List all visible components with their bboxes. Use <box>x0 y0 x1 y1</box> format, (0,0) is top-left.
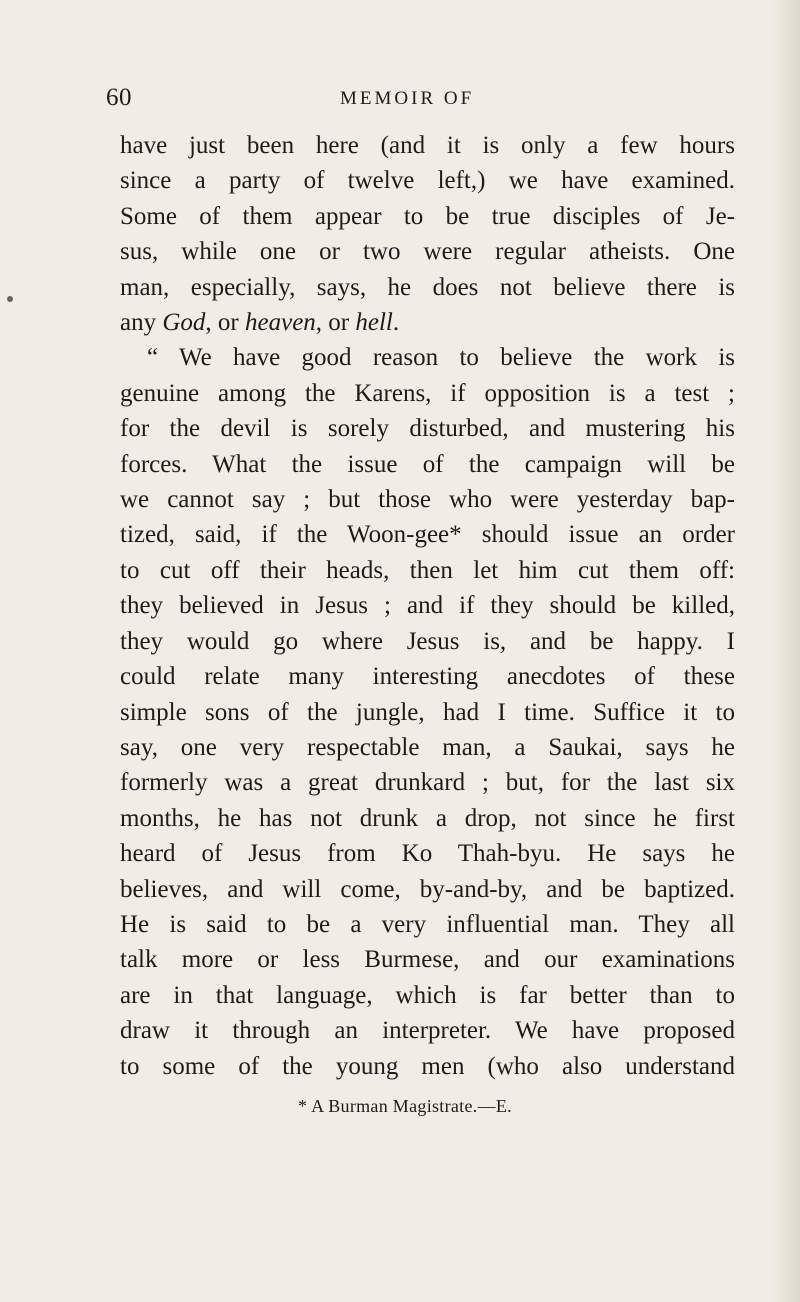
text-line: could relate many interesting anecdotes of these <box>120 663 735 691</box>
text-fragment: . <box>392 309 400 337</box>
text-line: formerly was a great drunkard ; but, for the last six <box>120 769 735 797</box>
text-line-paragraph-start: “ We have good reason to believe the work is <box>147 344 735 372</box>
text-fragment: , or <box>315 309 356 337</box>
body-text <box>120 128 735 1084</box>
text-fragment: any <box>120 309 163 337</box>
text-line: talk more or less Burmese, and our examinations <box>120 946 735 974</box>
running-head: MEMOIR OF <box>340 88 475 109</box>
text-line: draw it through an interpreter. We have proposed <box>120 1017 735 1045</box>
text-line: He is said to be a very influential man. They all <box>120 910 735 938</box>
text-line-italic-terms <box>120 305 735 340</box>
text-line: since a party of twelve left,) we have examined. <box>120 167 735 195</box>
footnote: * A Burman Magistrate.—E. <box>298 1096 512 1116</box>
italic-term-hell: hell <box>355 309 393 337</box>
text-line: to some of the young men (who also understand <box>120 1052 735 1080</box>
page-number: 60 <box>106 84 132 111</box>
italic-term-god: God <box>162 309 206 337</box>
text-line: tized, said, if the Woon-gee* should issue an order <box>120 521 735 549</box>
page-header <box>0 84 800 118</box>
text-fragment: , or <box>205 309 245 337</box>
text-line: to cut off their heads, then let him cut them off: <box>120 556 735 584</box>
text-line: Some of them appear to be true disciples of Je- <box>120 202 735 230</box>
text-line: man, especially, says, he does not believe there is <box>120 273 735 301</box>
text-line: simple sons of the jungle, had I time. Suffice it to <box>120 698 735 726</box>
text-line: genuine among the Karens, if opposition is a test ; <box>120 379 735 407</box>
text-line: say, one very respectable man, a Saukai, says he <box>120 733 735 761</box>
text-line: are in that language, which is far better than to <box>120 981 735 1009</box>
text-line: we cannot say ; but those who were yesterday bap- <box>120 486 735 514</box>
page-blemish <box>7 296 13 302</box>
text-line: they would go where Jesus is, and be happy. I <box>120 627 735 655</box>
italic-term-heaven: heaven <box>245 309 316 337</box>
text-line: have just been here (and it is only a few hours <box>120 132 735 159</box>
text-line: sus, while one or two were regular atheists. One <box>120 238 735 266</box>
text-line: months, he has not drunk a drop, not since he first <box>120 804 735 832</box>
text-line: forces. What the issue of the campaign will be <box>120 450 735 478</box>
text-line: heard of Jesus from Ko Thah-byu. He says he <box>120 840 735 868</box>
text-line: believes, and will come, by-and-by, and be baptized. <box>120 875 735 903</box>
text-line: they believed in Jesus ; and if they should be killed, <box>120 592 735 620</box>
text-line: for the devil is sorely disturbed, and mustering his <box>120 415 735 443</box>
